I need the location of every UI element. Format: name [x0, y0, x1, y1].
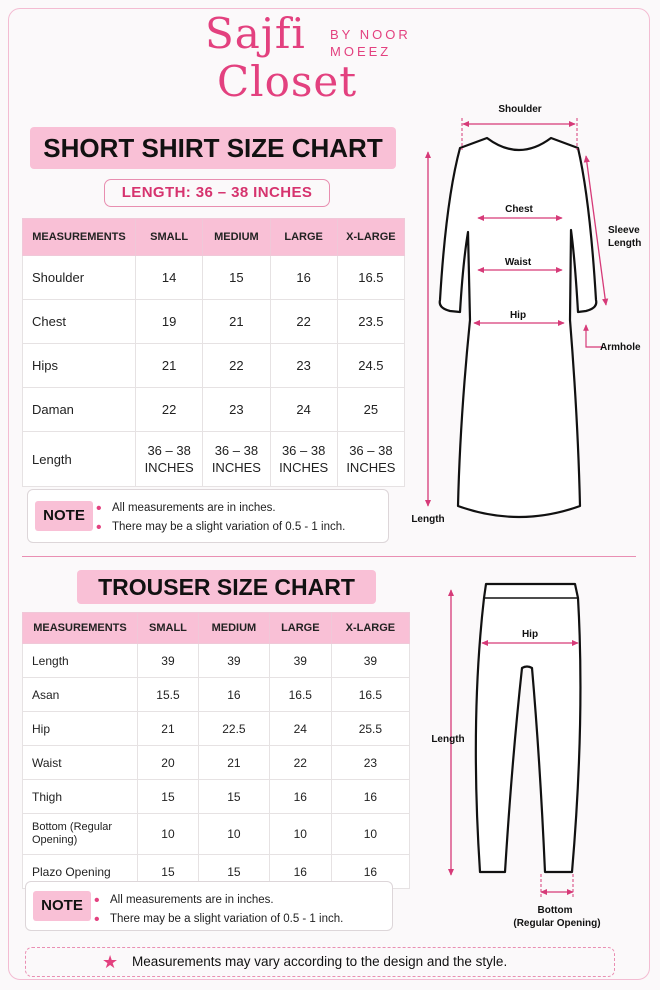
table-cell: 10: [198, 814, 269, 855]
table-cell: 16: [331, 780, 409, 814]
row-label: Daman: [23, 388, 136, 432]
col-header-measurements: MEASUREMENTS: [23, 219, 136, 256]
table-cell: 23: [203, 388, 270, 432]
col-header-xlarge: X-LARGE: [337, 219, 404, 256]
table-cell: 14: [136, 256, 203, 300]
footer-text: Measurements may vary according to the design and the style.: [132, 954, 508, 969]
shirt-diagram: [411, 104, 641, 525]
label-bottom: Bottom: [537, 905, 573, 916]
table-cell: 22: [270, 300, 337, 344]
table-cell: 16: [331, 855, 409, 889]
row-label: Plazo Opening: [23, 855, 138, 889]
row-label: Length: [23, 432, 136, 487]
label-hip: Hip: [509, 310, 527, 321]
shirt-chart-title: SHORT SHIRT SIZE CHART: [30, 127, 396, 169]
label-sleeve-length: Sleeve Length: [608, 225, 642, 249]
col-header-large: LARGE: [270, 219, 337, 256]
table-cell: 23: [270, 344, 337, 388]
note-item: • All measurements are in inches.: [112, 499, 345, 518]
note-tag: NOTE: [33, 891, 91, 921]
note-item: • There may be a slight variation of 0.5 - 1 inch.: [112, 518, 345, 537]
table-cell: 22: [203, 344, 270, 388]
row-label: Hip: [23, 712, 138, 746]
label-trouser-hip: Hip: [521, 629, 539, 640]
table-cell: 16.5: [337, 256, 404, 300]
star-icon: ★: [102, 952, 119, 972]
table-cell: 16: [198, 678, 269, 712]
table-cell: 24.5: [337, 344, 404, 388]
table-cell: 25: [337, 388, 404, 432]
trouser-chart-title: TROUSER SIZE CHART: [77, 570, 376, 604]
label-shirt-length: Length: [411, 514, 445, 525]
col-header-medium: MEDIUM: [198, 613, 269, 644]
trouser-outline: [476, 584, 581, 872]
table-cell: 16.5: [269, 678, 331, 712]
col-header-medium: MEDIUM: [203, 219, 270, 256]
table-cell: 15: [198, 855, 269, 889]
table-cell: 23.5: [337, 300, 404, 344]
table-cell: 25.5: [331, 712, 409, 746]
row-label: Chest: [23, 300, 136, 344]
table-cell: 36 – 38 INCHES: [337, 432, 404, 487]
table-cell: 36 – 38 INCHES: [136, 432, 203, 487]
brand-name: Sajfi Closet: [205, 9, 358, 106]
table-cell: 10: [331, 814, 409, 855]
table-cell: 15: [198, 780, 269, 814]
table-cell: 24: [269, 712, 331, 746]
note-tag: NOTE: [35, 501, 93, 531]
table-cell: 36 – 38 INCHES: [203, 432, 270, 487]
table-cell: 15.5: [138, 678, 199, 712]
table-cell: 21: [136, 344, 203, 388]
table-cell: 22.5: [198, 712, 269, 746]
row-label: Thigh: [23, 780, 138, 814]
table-cell: 21: [138, 712, 199, 746]
table-cell: 10: [138, 814, 199, 855]
table-cell: 16: [269, 780, 331, 814]
row-label: Waist: [23, 746, 138, 780]
brand-byline: BY NOOR MOEEZ: [330, 27, 411, 59]
col-header-small: SMALL: [138, 613, 199, 644]
table-cell: 39: [331, 644, 409, 678]
label-trouser-length: Length: [431, 734, 465, 745]
table-cell: 16: [270, 256, 337, 300]
shirt-outline: [440, 138, 597, 517]
label-armhole: Armhole: [600, 342, 641, 353]
row-label: Hips: [23, 344, 136, 388]
table-cell: 39: [198, 644, 269, 678]
table-cell: 15: [138, 855, 199, 889]
row-label: Asan: [23, 678, 138, 712]
trouser-diagram: [431, 584, 600, 929]
table-cell: 22: [136, 388, 203, 432]
note-item: • All measurements are in inches.: [110, 891, 343, 910]
col-header-large: LARGE: [269, 613, 331, 644]
table-cell: 15: [203, 256, 270, 300]
row-label: Length: [23, 644, 138, 678]
label-bottom-opening: (Regular Opening): [513, 918, 601, 929]
row-label: Bottom (Regular Opening): [23, 814, 138, 855]
note-item: • There may be a slight variation of 0.5 - 1 inch.: [110, 910, 343, 929]
table-cell: 21: [198, 746, 269, 780]
shirt-length-note: LENGTH: 36 – 38 INCHES: [104, 179, 330, 207]
table-cell: 22: [269, 746, 331, 780]
table-cell: 10: [269, 814, 331, 855]
table-cell: 16.5: [331, 678, 409, 712]
col-header-measurements: MEASUREMENTS: [23, 613, 138, 644]
table-cell: 23: [331, 746, 409, 780]
table-cell: 20: [138, 746, 199, 780]
table-cell: 39: [269, 644, 331, 678]
col-header-xlarge: X-LARGE: [331, 613, 409, 644]
row-label: Shoulder: [23, 256, 136, 300]
label-shoulder: Shoulder: [498, 104, 542, 115]
table-cell: 36 – 38 INCHES: [270, 432, 337, 487]
label-waist: Waist: [504, 257, 532, 268]
table-cell: 16: [269, 855, 331, 889]
table-cell: 21: [203, 300, 270, 344]
table-cell: 19: [136, 300, 203, 344]
table-cell: 15: [138, 780, 199, 814]
table-cell: 24: [270, 388, 337, 432]
col-header-small: SMALL: [136, 219, 203, 256]
table-cell: 39: [138, 644, 199, 678]
label-chest: Chest: [505, 204, 533, 215]
